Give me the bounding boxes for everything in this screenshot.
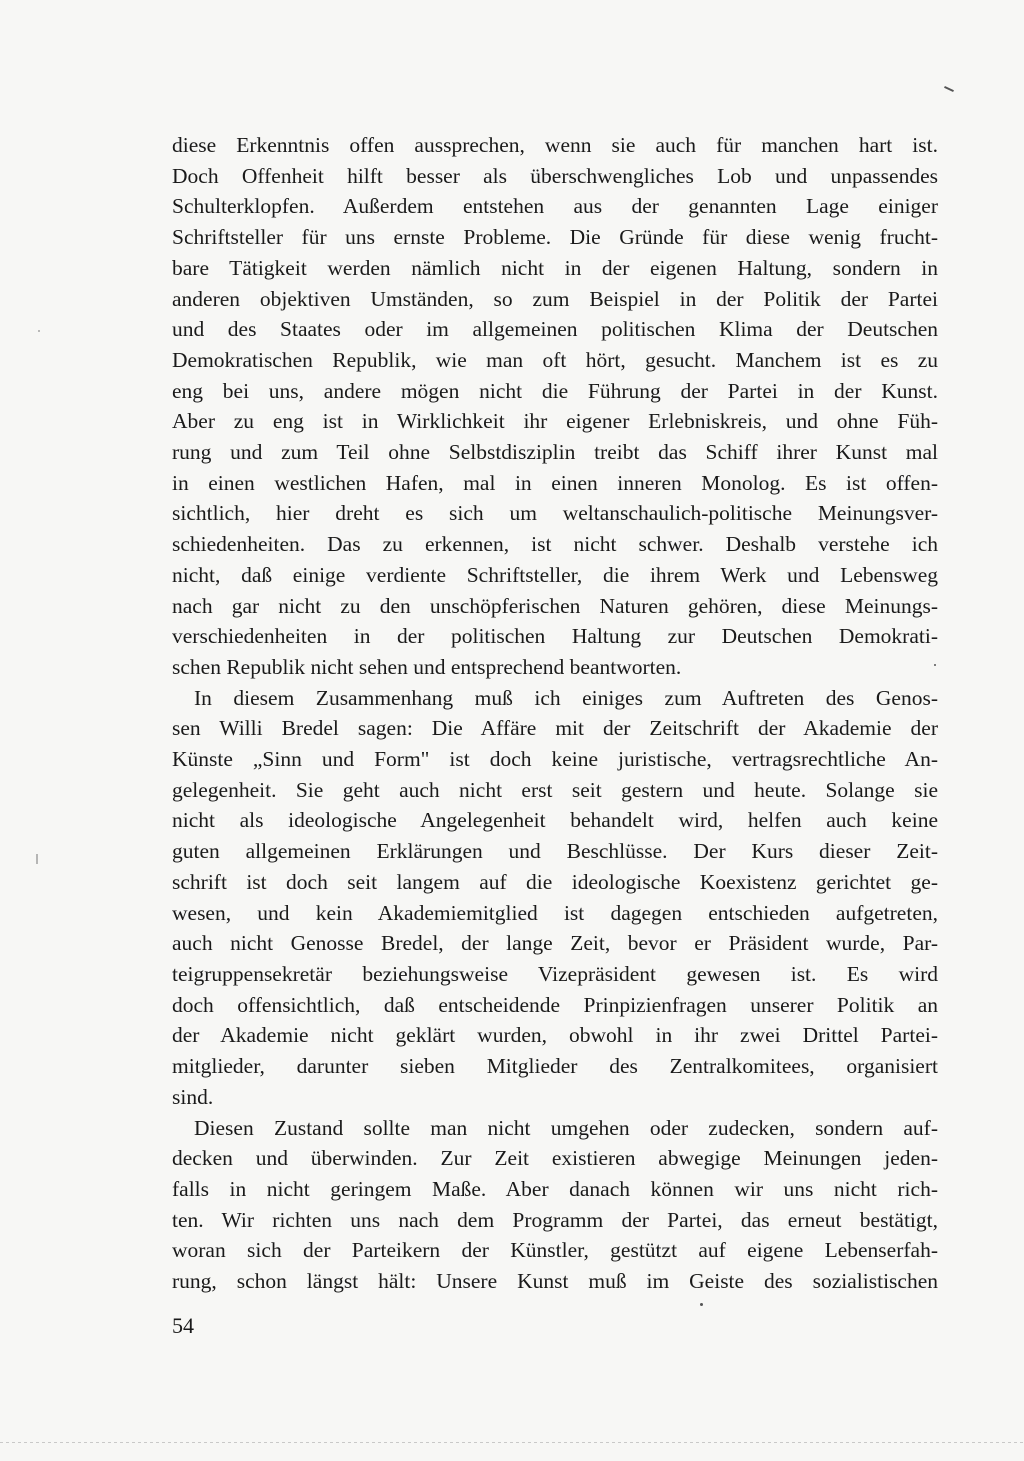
text-line: falls in nicht geringem Maße. Aber danach können wir uns nicht rich- <box>172 1176 938 1201</box>
text-line: Schriftsteller für uns ernste Probleme. Die Gründe für diese wenig frucht- <box>172 225 938 250</box>
paragraph-1 <box>172 130 938 683</box>
text-line: doch offensichtlich, daß entscheidende Prinpizienfragen unserer Politik an <box>172 992 938 1017</box>
text-line: und des Staates oder im allgemeinen politischen Klima der Deutschen <box>172 317 938 342</box>
text-line: nicht, daß einige verdiente Schriftsteller, die ihrem Werk und Lebensweg <box>172 562 938 587</box>
paragraph-3 <box>172 1113 938 1297</box>
text-line: decken und überwinden. Zur Zeit existieren abwegige Meinungen jeden- <box>172 1146 938 1171</box>
text-line: mitglieder, darunter sieben Mitglieder des Zentralkomitees, organisiert <box>172 1054 938 1079</box>
text-line: sen Willi Bredel sagen: Die Affäre mit der Zeitschrift der Akademie der <box>172 716 938 741</box>
text-line: nicht als ideologische Angelegenheit behandelt wird, helfen auch keine <box>172 808 938 833</box>
text-line: auch nicht Genosse Bredel, der lange Zeit, bevor er Präsident wurde, Par- <box>172 931 938 956</box>
text-line: In diesem Zusammenhang muß ich einiges zum Auftreten des Genos- <box>194 685 938 710</box>
text-line: Diesen Zustand sollte man nicht umgehen oder zudecken, sondern auf- <box>194 1115 938 1140</box>
text-line: schen Republik nicht sehen und entsprechend beantworten. <box>172 654 682 679</box>
page-number: 54 <box>172 1313 194 1338</box>
text-line: sichtlich, hier dreht es sich um weltanschaulich-politische Meinungsver- <box>172 501 938 526</box>
corner-mark <box>944 86 954 92</box>
text-line: der Akademie nicht geklärt wurden, obwohl in ihr zwei Drittel Partei- <box>172 1023 938 1048</box>
text-line: schiedenheiten. Das zu erkennen, ist nicht schwer. Deshalb verstehe ich <box>172 532 938 557</box>
text-line: teigruppensekretär beziehungsweise Vizepräsident gewesen ist. Es wird <box>172 961 938 986</box>
text-line: schrift ist doch seit langem auf die ideologische Koexistenz gerichtet ge- <box>172 869 938 894</box>
body-text <box>172 130 938 1297</box>
text-line: diese Erkenntnis offen aussprechen, wenn sie auch für manchen hart ist. <box>172 133 938 157</box>
speck <box>700 1303 703 1306</box>
text-line: rung, schon längst hält: Unsere Kunst muß im Geiste des sozialistischen <box>172 1269 938 1294</box>
text-line: Demokratischen Republik, wie man oft hört, gesucht. Manchem ist es zu <box>172 347 938 372</box>
text-line: in einen westlichen Hafen, mal in einen inneren Monolog. Es ist offen- <box>172 470 938 495</box>
text-line: ten. Wir richten uns nach dem Programm der Partei, das erneut bestätigt, <box>172 1207 938 1232</box>
text-line: Doch Offenheit hilft besser als überschwengliches Lob und unpassendes <box>172 163 938 188</box>
text-line: woran sich der Parteikern der Künstler, gestützt auf eigene Lebenserfah- <box>172 1238 938 1263</box>
speck <box>38 330 40 332</box>
text-line: Schulterklopfen. Außerdem entstehen aus der genannten Lage einiger <box>172 194 938 219</box>
text-line: wesen, und kein Akademiemitglied ist dagegen entschieden aufgetreten, <box>172 900 938 925</box>
text-line: sind. <box>172 1084 214 1109</box>
text-line: eng bei uns, andere mögen nicht die Führung der Partei in der Kunst. <box>172 378 938 403</box>
text-line: guten allgemeinen Erklärungen und Beschlüsse. Der Kurs dieser Zeit- <box>172 839 938 864</box>
text-line: rung und zum Teil ohne Selbstdisziplin treibt das Schiff ihrer Kunst mal <box>172 440 938 465</box>
text-line: nach gar nicht zu den unschöpferischen Naturen gehören, diese Meinungs- <box>172 593 938 618</box>
text-line: verschiedenheiten in der politischen Haltung zur Deutschen Demokrati- <box>172 624 938 649</box>
paragraph-2 <box>172 683 938 1113</box>
scan-edge <box>0 1442 1024 1443</box>
text-line: bare Tätigkeit werden nämlich nicht in der eigenen Haltung, sondern in <box>172 255 938 280</box>
text-line: Künste „Sinn und Form" ist doch keine juristische, vertragsrechtliche An- <box>172 747 938 772</box>
text-line: anderen objektiven Umständen, so zum Beispiel in der Politik der Partei <box>172 286 938 311</box>
speck <box>934 664 936 666</box>
speck <box>36 854 38 864</box>
text-line: gelegenheit. Sie geht auch nicht erst seit gestern und heute. Solange sie <box>172 777 938 802</box>
text-line: Aber zu eng ist in Wirklichkeit ihr eigener Erlebniskreis, und ohne Füh- <box>172 409 938 434</box>
